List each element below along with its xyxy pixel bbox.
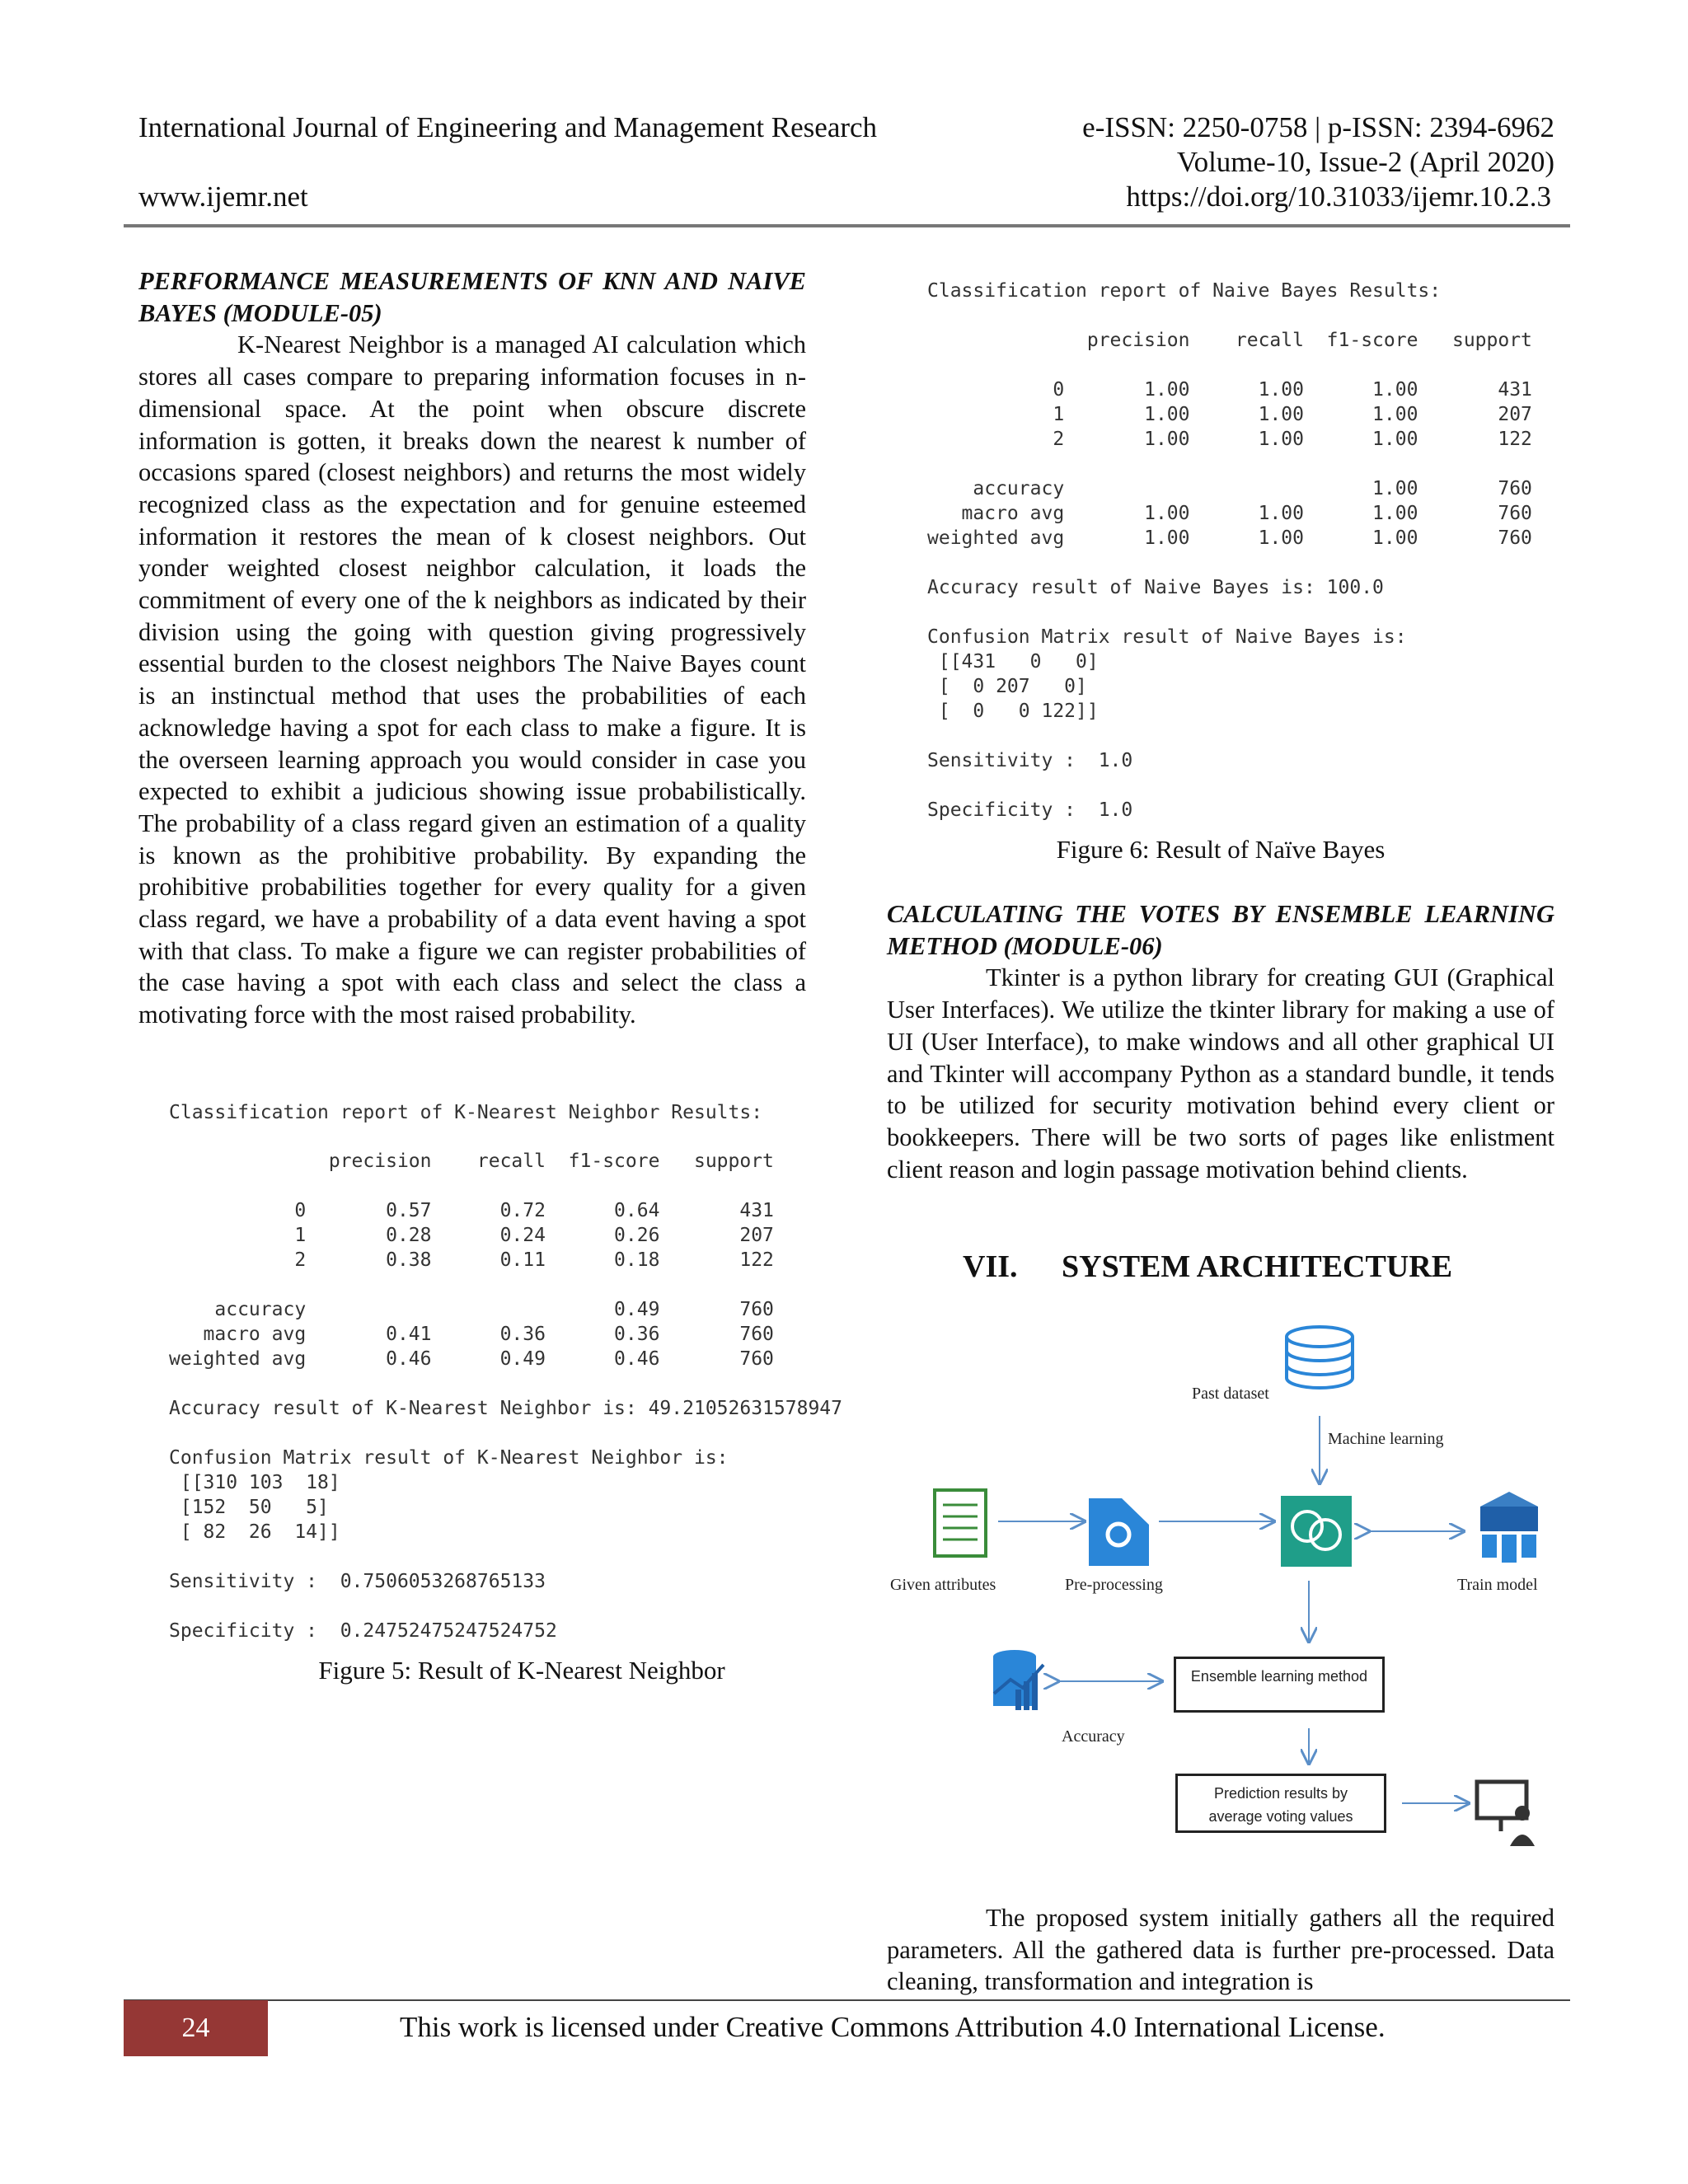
knn-weighted-row: weighted avg 0.46 0.49 0.46 760 — [169, 1348, 774, 1370]
nb-sensitivity: Sensitivity : 1.0 — [927, 750, 1133, 771]
section-heading-system-architecture: SYSTEM ARCHITECTURE — [1062, 1249, 1453, 1284]
knn-report-header: precision recall f1-score support — [169, 1151, 774, 1172]
volume: Volume-10, Issue-2 (April 2020) — [1176, 146, 1554, 178]
chart-icon — [993, 1650, 1043, 1710]
prediction-label-line2: average voting values — [1208, 1808, 1353, 1825]
knn-macro-row: macro avg 0.41 0.36 0.36 760 — [169, 1324, 774, 1345]
label-past-dataset: Past dataset — [1192, 1385, 1269, 1403]
section-title-module-05: PERFORMANCE MEASUREMENTS OF KNN AND NAIVE BAYES (MODULE-05) — [138, 267, 806, 327]
monitor-user-icon — [1477, 1782, 1535, 1846]
nb-row-1: 1 1.00 1.00 1.00 207 — [927, 404, 1532, 425]
knn-accuracy-row: accuracy 0.49 760 — [169, 1299, 774, 1320]
knn-row-0: 0 0.57 0.72 0.64 431 — [169, 1200, 774, 1221]
label-given-attributes: Given attributes — [890, 1576, 996, 1594]
website-link[interactable]: www.ijemr.net — [138, 180, 308, 213]
knn-accuracy-line: Accuracy result of K-Nearest Neighbor is: 49.21052631578947 — [169, 1398, 842, 1419]
nb-row-0: 0 1.00 1.00 1.00 431 — [927, 379, 1532, 401]
database-icon — [1287, 1327, 1353, 1388]
knn-specificity: Specificity : 0.24752475247524752 — [169, 1620, 557, 1642]
cubes-icon — [1480, 1492, 1538, 1563]
brain-icon — [1281, 1496, 1352, 1567]
label-machine-learning: Machine learning — [1328, 1430, 1444, 1448]
knn-row-2: 2 0.38 0.11 0.18 122 — [169, 1249, 774, 1271]
section-title-module-06: CALCULATING THE VOTES BY ENSEMBLE LEARNING METHOD (MODULE-06) — [887, 900, 1554, 960]
document-icon — [935, 1490, 986, 1556]
gear-file-icon — [1089, 1498, 1149, 1566]
section-heading-number: VII. — [963, 1249, 1018, 1284]
nb-confusion-row-2: [ 0 0 122]] — [927, 701, 1099, 722]
nb-confusion-title: Confusion Matrix result of Naive Bayes is: — [927, 626, 1407, 648]
knn-row-1: 1 0.28 0.24 0.26 207 — [169, 1225, 774, 1246]
tkinter-paragraph: Tkinter is a python library for creating GUI (Graphical User Interfaces). We utilize the tkinter library for making a use of UI (User Interface), to make windows and all other graphical UI and Tkinter will accompany Python as a standard bundle, it tends to be utilized for security motivation behind every client or bookkeepers. There will be two sorts of pages like enlistment client reason and login passage motivation behind clients. — [887, 963, 1554, 1183]
label-preprocessing: Pre-processing — [1065, 1576, 1163, 1594]
ensemble-label: Ensemble learning method — [1190, 1668, 1368, 1685]
label-accuracy: Accuracy — [1062, 1727, 1125, 1746]
label-train-model: Train model — [1457, 1576, 1538, 1594]
nb-confusion-row-1: [ 0 207 0] — [927, 676, 1087, 697]
knn-report-title: Classification report of K-Nearest Neighbor Results: — [169, 1102, 763, 1123]
prediction-label-line1: Prediction results by — [1213, 1785, 1348, 1802]
knn-confusion-row-2: [ 82 26 14]] — [169, 1521, 340, 1543]
proposed-system-paragraph: The proposed system initially gathers all the required parameters. All the gathered data is further pre-processed. Data cleaning, transformation and integration is — [887, 1904, 1554, 1996]
header-rule — [124, 224, 1570, 227]
nb-row-2: 2 1.00 1.00 1.00 122 — [927, 429, 1532, 450]
knn-paragraph: K-Nearest Neighbor is a managed AI calculation which stores all cases compare to preparing information focuses in n-dimensional space. At the point when obscure discrete information is gotten, it breaks down the nearest k number of occasions spared (closest neighbors) and returns the most widely recognized class as the expectation and for genuine esteemed information it restores the mean of k closest neighbors. Out yonder weighted closest neighbor calculation, it loads the commitment of every one of the k neighbors as indicated by their division using the going with question giving progressively essential burden to the closest neighbors The Naive Bayes count is an instinctual method that uses the probabilities of each acknowledge having a spot for each class to make a figure. It is the overseen learning approach you would consider in case you expected to exhibit a judicious showing issue probabilistically. The probability of a class regard given an estimation of a quality is known as the prohibitive probability. By expanding the prohibitive probabilities together for every quality for a given class regard, we have a probability of a data event having a spot with that class. To make a figure we can register probabilities of the case having a spot with each class and select the class a motivating force with the most raised probability. — [138, 330, 806, 1029]
nb-report-header: precision recall f1-score support — [927, 330, 1532, 351]
system-architecture-diagram — [887, 1319, 1571, 1863]
journal-name: International Journal of Engineering and Management Research — [138, 111, 878, 143]
nb-accuracy-row: accuracy 1.00 760 — [927, 478, 1532, 499]
figure-5-caption: Figure 5: Result of K-Nearest Neighbor — [318, 1656, 725, 1685]
knn-confusion-row-1: [152 50 5] — [169, 1497, 329, 1518]
doi-link[interactable]: https://doi.org/10.31033/ijemr.10.2.3 — [1126, 180, 1551, 213]
issn: e-ISSN: 2250-0758 | p-ISSN: 2394-6962 — [1082, 111, 1554, 143]
knn-sensitivity: Sensitivity : 0.7506053268765133 — [169, 1571, 546, 1592]
nb-accuracy-line: Accuracy result of Naive Bayes is: 100.0 — [927, 577, 1384, 598]
left-column — [138, 265, 806, 1031]
right-column-text — [887, 898, 1554, 1185]
knn-confusion-title: Confusion Matrix result of K-Nearest Neighbor is: — [169, 1447, 729, 1469]
nb-confusion-row-0: [[431 0 0] — [927, 651, 1099, 673]
proposed-system-text — [887, 1902, 1554, 1998]
page-number: 24 — [124, 2000, 268, 2056]
nb-macro-row: macro avg 1.00 1.00 1.00 760 — [927, 503, 1532, 524]
nb-specificity: Specificity : 1.0 — [927, 799, 1133, 821]
footer-rule — [124, 1999, 1570, 2001]
ensemble-learning-box — [1174, 1657, 1385, 1713]
knn-confusion-row-0: [[310 103 18] — [169, 1472, 340, 1493]
nb-weighted-row: weighted avg 1.00 1.00 1.00 760 — [927, 527, 1532, 549]
license-text: This work is licensed under Creative Commons Attribution 4.0 International License. — [400, 2011, 1386, 2043]
nb-report-title: Classification report of Naive Bayes Results: — [927, 280, 1442, 302]
prediction-results-box — [1175, 1774, 1386, 1833]
figure-6-caption: Figure 6: Result of Naïve Bayes — [1056, 835, 1386, 864]
